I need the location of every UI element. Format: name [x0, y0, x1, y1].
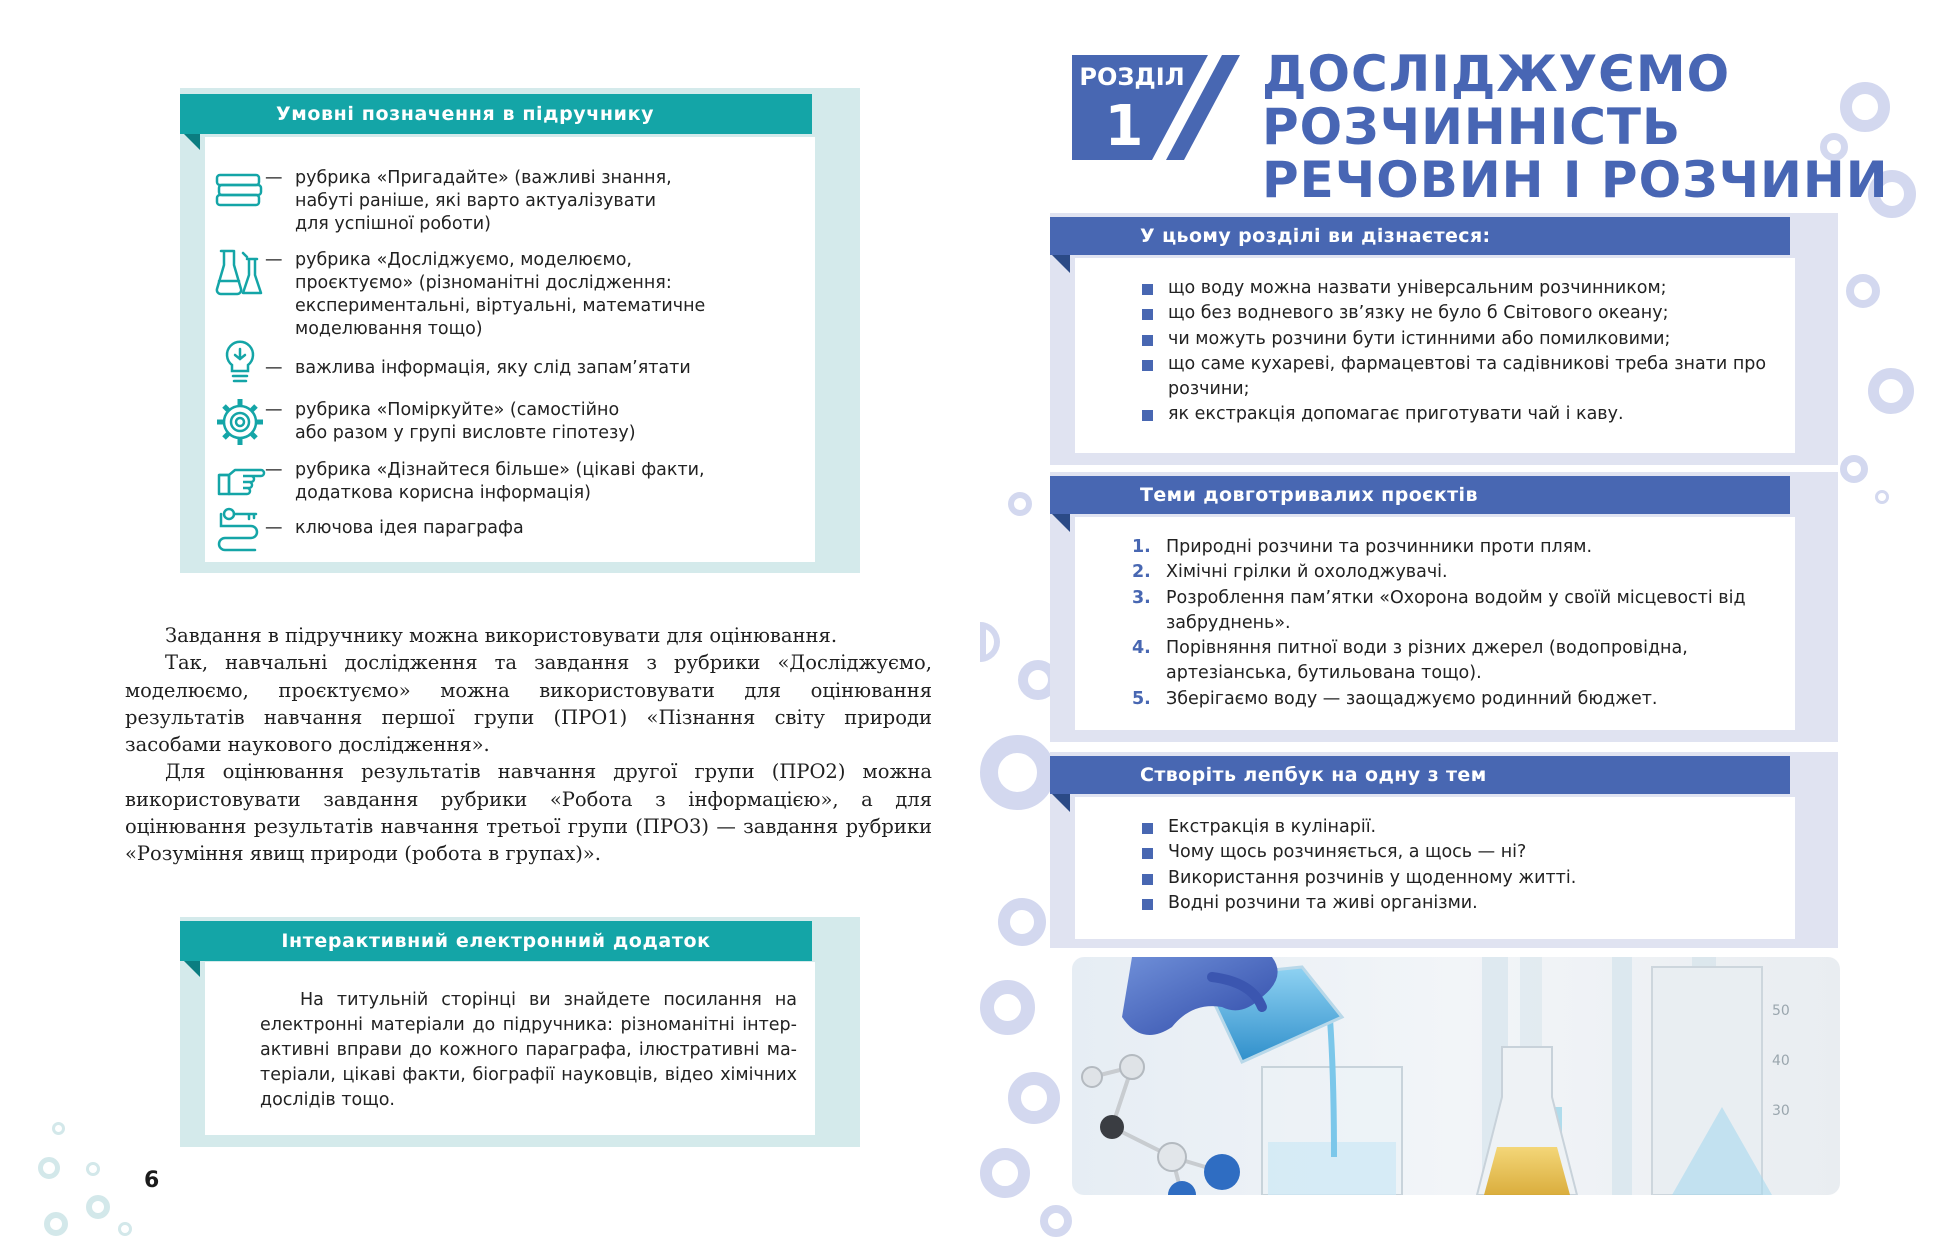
lapbook-list — [1142, 815, 1782, 916]
decorative-ring — [1008, 1072, 1060, 1124]
list-item: чи можуть розчини бути істинними або помилковими; — [1142, 327, 1782, 352]
legend-title: Умовні позначення в підручнику — [180, 94, 812, 134]
list-item: що воду можна назвати універсальним розчинником; — [1142, 276, 1782, 301]
interactive-paragraph: На титульній сторінці ви знайдете посилання на електронні матеріали до підручника: різноманітні інтерактивні вправи до кожного параграфа, ілюстративні матеріали, цікаві факти, біографії науковців, відео хімічних дослідів тощо. — [260, 990, 797, 1110]
legend-item-text: рубрика «Пригадайте» (важливі знання, набуті раніше, які варто актуалізувати для успішної роботи) — [295, 168, 672, 234]
legend-dash: — — [265, 518, 283, 538]
item-number: 2. — [1132, 562, 1151, 583]
item-number: 3. — [1132, 587, 1151, 608]
list-item: що без водневого зв’язку не було б Світового океану; — [1142, 301, 1782, 326]
legend-dash: — — [265, 250, 283, 270]
legend-card — [205, 137, 815, 562]
flasks-icon — [213, 245, 267, 299]
list-item — [1132, 636, 1782, 687]
decorative-ring — [1846, 274, 1880, 308]
body-paragraph: Так, навчальні дослідження та завдання з рубрики «Досліджуємо, моделюємо, проєктуємо» можна використовувати для оцінювання результатів навчання першої групи (ПРО1) «Пізнання світу природи засобами наукового дослідження». — [125, 651, 932, 757]
decorative-ring — [1868, 368, 1914, 414]
header-fold — [1050, 512, 1070, 532]
decorative-ring — [1840, 455, 1868, 483]
item-number: 1. — [1132, 537, 1151, 557]
list-item: як екстракція допомагає приготувати чай і каву. — [1142, 402, 1782, 427]
projects-list — [1132, 535, 1782, 712]
lab-photo — [1072, 957, 1840, 1195]
scale-tick: 30 — [1772, 1103, 1790, 1119]
decorative-ring — [998, 898, 1046, 946]
decorative-ring — [52, 1122, 65, 1135]
lapbook-title: Створіть лепбук на одну з тем — [1050, 756, 1790, 794]
chapter-label: РОЗДІЛ — [1079, 63, 1185, 91]
list-item: Екстракція в кулінарії. — [1142, 815, 1782, 840]
yellow-liquid — [1484, 1147, 1570, 1195]
learn-list — [1142, 276, 1782, 428]
list-item: Водні розчини та живі організми. — [1142, 891, 1782, 916]
decorative-ring — [86, 1195, 110, 1219]
chapter-number: 1 — [1104, 94, 1144, 159]
body-paragraph: Завдання в підручнику можна використовувати для оцінювання. — [165, 624, 838, 647]
legend-item — [265, 399, 715, 445]
item-number: 4. — [1132, 638, 1151, 659]
list-item: що саме кухареві, фармацевтові та садівникові треба знати про розчини; — [1142, 352, 1782, 403]
decorative-ring — [44, 1212, 68, 1236]
learn-title: У цьому розділі ви дізнаєтеся: — [1050, 217, 1790, 255]
item-number: 5. — [1132, 688, 1151, 709]
decorative-ring — [980, 1148, 1030, 1198]
projects-title: Теми довготривалих проєктів — [1050, 476, 1790, 514]
item-text: Розроблення пам’ятки «Охорона водойм у своїй місцевості від забруднень». — [1166, 587, 1746, 633]
lightbulb-icon — [213, 333, 267, 387]
legend-dash: — — [265, 168, 283, 188]
legend-item — [265, 459, 715, 505]
legend-item — [265, 517, 715, 540]
list-item — [1132, 586, 1782, 637]
decorative-ring — [118, 1222, 132, 1236]
decorative-ring — [980, 622, 1000, 662]
decorative-ring — [980, 980, 1035, 1035]
item-text: Порівняння питної води з різних джерел (водопровідна, артезіанська, бутильована тощо). — [1166, 638, 1688, 684]
item-text: Хімічні грілки й охолоджувачі. — [1166, 562, 1448, 583]
decorative-ring — [86, 1162, 100, 1176]
scale-tick: 50 — [1772, 1003, 1790, 1019]
body-text — [125, 622, 932, 868]
legend-item-text: рубрика «Досліджуємо, моделюємо, проєктуємо» (різноманітні дослідження: експериментальні, віртуальні, математичне моделювання тощо) — [295, 250, 706, 339]
interactive-text — [260, 988, 797, 1113]
decorative-ring — [38, 1157, 60, 1179]
list-item — [1132, 687, 1782, 712]
header-fold — [1050, 253, 1070, 273]
books-icon — [213, 163, 267, 217]
scale-tick: 40 — [1772, 1053, 1790, 1069]
legend-dash: — — [265, 460, 283, 480]
key-icon — [213, 505, 267, 559]
body-paragraph: Для оцінювання результатів навчання другої групи (ПРО2) можна використовувати завдання рубрики «Робота з інформацією», а для оцінювання результатів навчання третьої групи (ПРО3) — завдання рубрики «Розуміння явищ природи (робота в групах)». — [125, 760, 932, 866]
header-fold — [1050, 792, 1070, 812]
legend-item-text: рубрика «Дізнайтеся більше» (цікаві факти, додаткова корисна інформація) — [295, 460, 705, 503]
page-number: 6 — [144, 1168, 160, 1193]
gear-icon — [213, 395, 267, 449]
list-item: Чому щось розчиняється, а щось — ні? — [1142, 840, 1782, 865]
legend-item-text: важлива інформація, яку слід запам’ятати — [295, 358, 691, 378]
pointing-hand-icon — [213, 455, 267, 509]
item-text: Природні розчини та розчинники проти плям. — [1166, 537, 1593, 557]
legend-item — [265, 249, 715, 341]
legend-item-text: ключова ідея параграфа — [295, 518, 524, 538]
decorative-ring — [1040, 1205, 1072, 1237]
chapter-badge — [1072, 55, 1250, 160]
interactive-title: Інтерактивний електронний додаток — [180, 921, 812, 961]
legend-dash: — — [265, 358, 283, 378]
item-text: Зберігаємо воду — заощаджуємо родинний бюджет. — [1166, 688, 1658, 709]
legend-item — [265, 357, 715, 380]
list-item — [1132, 535, 1782, 560]
list-item — [1132, 560, 1782, 585]
legend-item — [265, 167, 715, 236]
legend-item-text: рубрика «Поміркуйте» (самостійно або разом у групі висловте гіпотезу) — [295, 400, 636, 443]
chapter-title: ДОСЛІДЖУЄМО РОЗЧИННІСТЬ РЕЧОВИН І РОЗЧИНИ — [1262, 45, 1889, 209]
legend-dash: — — [265, 400, 283, 420]
decorative-ring — [1875, 490, 1889, 504]
decorative-ring — [980, 735, 1055, 810]
decorative-ring — [1008, 492, 1032, 516]
list-item: Використання розчинів у щоденному житті. — [1142, 866, 1782, 891]
